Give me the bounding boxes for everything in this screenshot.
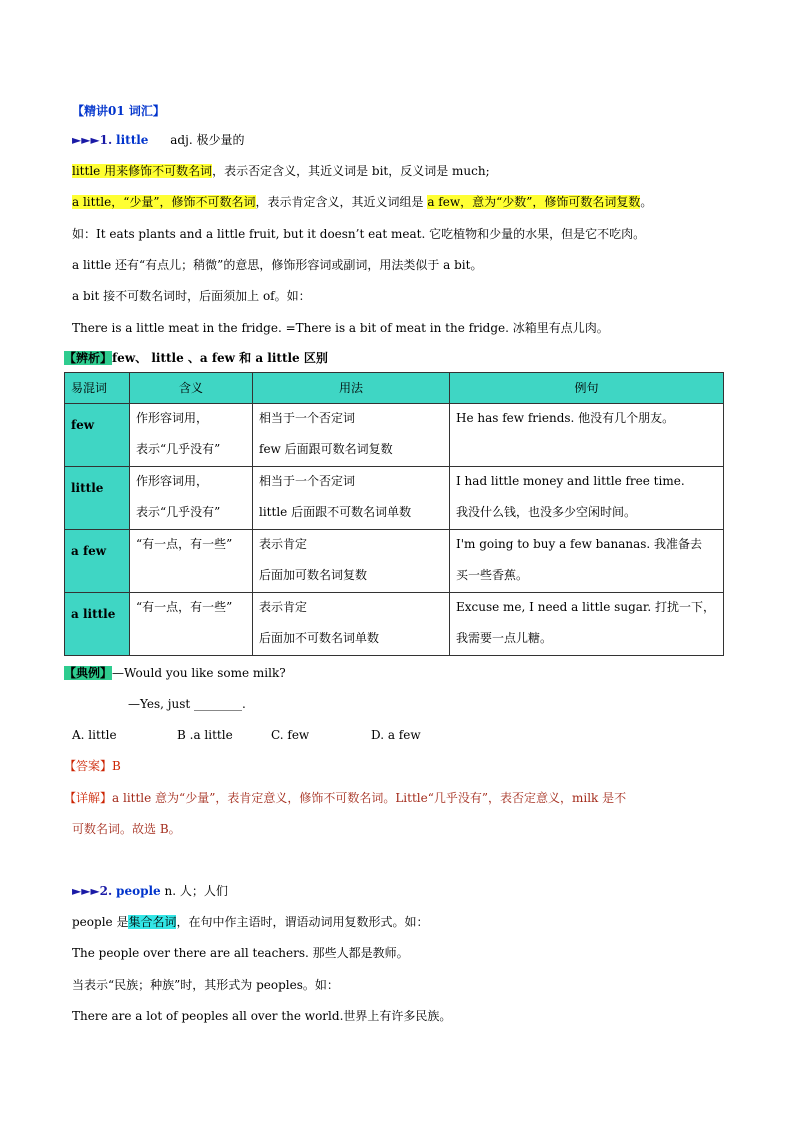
table-header-row bbox=[65, 373, 724, 404]
row-example: I'm going to buy a few bananas. 我准备去 买一些香蕉。 bbox=[450, 530, 724, 593]
item1-example1: 如：It eats plants and a little fruit, but it doesn’t eat meat. 它吃植物和少量的水果，但是它不吃肉。 bbox=[72, 227, 646, 241]
item2-example1: The people over there are all teachers. 那些人都是教师。 bbox=[72, 946, 409, 960]
table-row bbox=[65, 530, 724, 593]
header-word: 易混词 bbox=[65, 373, 130, 404]
item2-line2: 当表示“民族；种族”时，其形式为 peoples。如： bbox=[72, 978, 339, 992]
highlight-little-usage: little 用来修饰不可数名词 bbox=[72, 164, 213, 178]
row-meaning: “有一点，有一些” bbox=[130, 530, 253, 593]
explain-tag: 【详解】 bbox=[64, 791, 113, 805]
example-q1: —Would you like some milk? bbox=[112, 666, 286, 680]
example-q2: —Yes, just ________. bbox=[128, 697, 246, 711]
row-usage: 表示肯定 后面加不可数名词单数 bbox=[253, 593, 450, 656]
highlight-collective-noun: 集合名词 bbox=[128, 915, 177, 929]
item2-word: people bbox=[116, 884, 161, 898]
item1-line2 bbox=[72, 194, 652, 210]
comparison-table bbox=[64, 372, 724, 656]
item1-line1 bbox=[72, 163, 490, 179]
item2-heading bbox=[72, 883, 228, 899]
example-tag: 【典例】 bbox=[64, 666, 113, 680]
row-example: I had little money and little free time. 我没什么钱，也没多少空闲时间。 bbox=[450, 467, 724, 530]
highlight-a-little: a little，“少量”，修饰不可数名词 bbox=[72, 195, 256, 209]
row-meaning: 作形容词用， 表示“几乎没有” bbox=[130, 467, 253, 530]
row-usage: 相当于一个否定词 few 后面跟可数名词复数 bbox=[253, 404, 450, 467]
item1-heading bbox=[72, 132, 244, 148]
item1-arrows: ►►►1. bbox=[72, 133, 113, 147]
row-word: a few bbox=[65, 530, 130, 593]
item2-line1 bbox=[72, 914, 428, 930]
option-a: A. little bbox=[72, 728, 117, 742]
row-example: Excuse me, I need a little sugar. 打扰一下， 我需要一点儿糖。 bbox=[450, 593, 724, 656]
answer-value: B bbox=[112, 759, 121, 773]
table-row bbox=[65, 467, 724, 530]
item2-example2: There are a lot of peoples all over the world.世界上有许多民族。 bbox=[72, 1009, 452, 1023]
row-example: He has few friends. 他没有几个朋友。 bbox=[450, 404, 724, 467]
option-d: D. a few bbox=[371, 728, 421, 742]
item1-word: little bbox=[116, 133, 149, 147]
item1-pos: adj. 极少量的 bbox=[170, 133, 245, 147]
row-meaning: 作形容词用， 表示“几乎没有” bbox=[130, 404, 253, 467]
item2-arrows: ►►►2. bbox=[72, 884, 113, 898]
option-c: C. few bbox=[271, 728, 310, 742]
table-row bbox=[65, 404, 724, 467]
row-usage: 表示肯定 后面加可数名词复数 bbox=[253, 530, 450, 593]
option-b: B .a little bbox=[177, 728, 233, 742]
answer-tag: 【答案】 bbox=[64, 759, 113, 773]
example-question bbox=[64, 665, 286, 681]
header-example: 例句 bbox=[450, 373, 724, 404]
item1-example2: There is a little meat in the fridge. =There is a bit of meat in the fridge. 冰箱里有点儿肉。 bbox=[72, 321, 609, 335]
analysis-tag: 【辨析】 bbox=[64, 351, 113, 365]
header-usage: 用法 bbox=[253, 373, 450, 404]
section-title: 【精讲01 词汇】 bbox=[72, 104, 165, 118]
analysis-title: few、 little 、a few 和 a little 区别 bbox=[112, 351, 328, 365]
item1-line2-end: 。 bbox=[640, 195, 653, 209]
item2-line1-pre: people 是 bbox=[72, 915, 129, 929]
item1-line4: a bit 接不可数名词时，后面须加上 of。如： bbox=[72, 289, 311, 303]
highlight-a-few: a few，意为“少数”，修饰可数名词复数 bbox=[427, 195, 641, 209]
item1-line1-rest: ，表示否定含义，其近义词是 bit，反义词是 much; bbox=[212, 164, 490, 178]
answer-line bbox=[64, 758, 121, 774]
item1-line2-mid: ，表示肯定含义，其近义词组是 bbox=[255, 195, 428, 209]
row-word: little bbox=[65, 467, 130, 530]
row-word: few bbox=[65, 404, 130, 467]
explain-line1 bbox=[64, 790, 626, 806]
table-row bbox=[65, 593, 724, 656]
row-usage: 相当于一个否定词 little 后面跟不可数名词单数 bbox=[253, 467, 450, 530]
explain-text1: a little 意为“少量”，表肯定意义，修饰不可数名词。Little“几乎没有”，表否定意义，milk 是不 bbox=[112, 791, 627, 805]
item2-line1-rest: ，在句中作主语时，谓语动词用复数形式。如： bbox=[176, 915, 429, 929]
header-meaning: 含义 bbox=[130, 373, 253, 404]
explain-text2: 可数名词。故选 B。 bbox=[72, 822, 181, 836]
analysis-heading bbox=[64, 350, 328, 366]
row-meaning: “有一点，有一些” bbox=[130, 593, 253, 656]
item2-pos: n. 人；人们 bbox=[164, 884, 228, 898]
item1-line3: a little 还有“有点儿；稍微”的意思，修饰形容词或副词，用法类似于 a bit。 bbox=[72, 258, 483, 272]
row-word: a little bbox=[65, 593, 130, 656]
